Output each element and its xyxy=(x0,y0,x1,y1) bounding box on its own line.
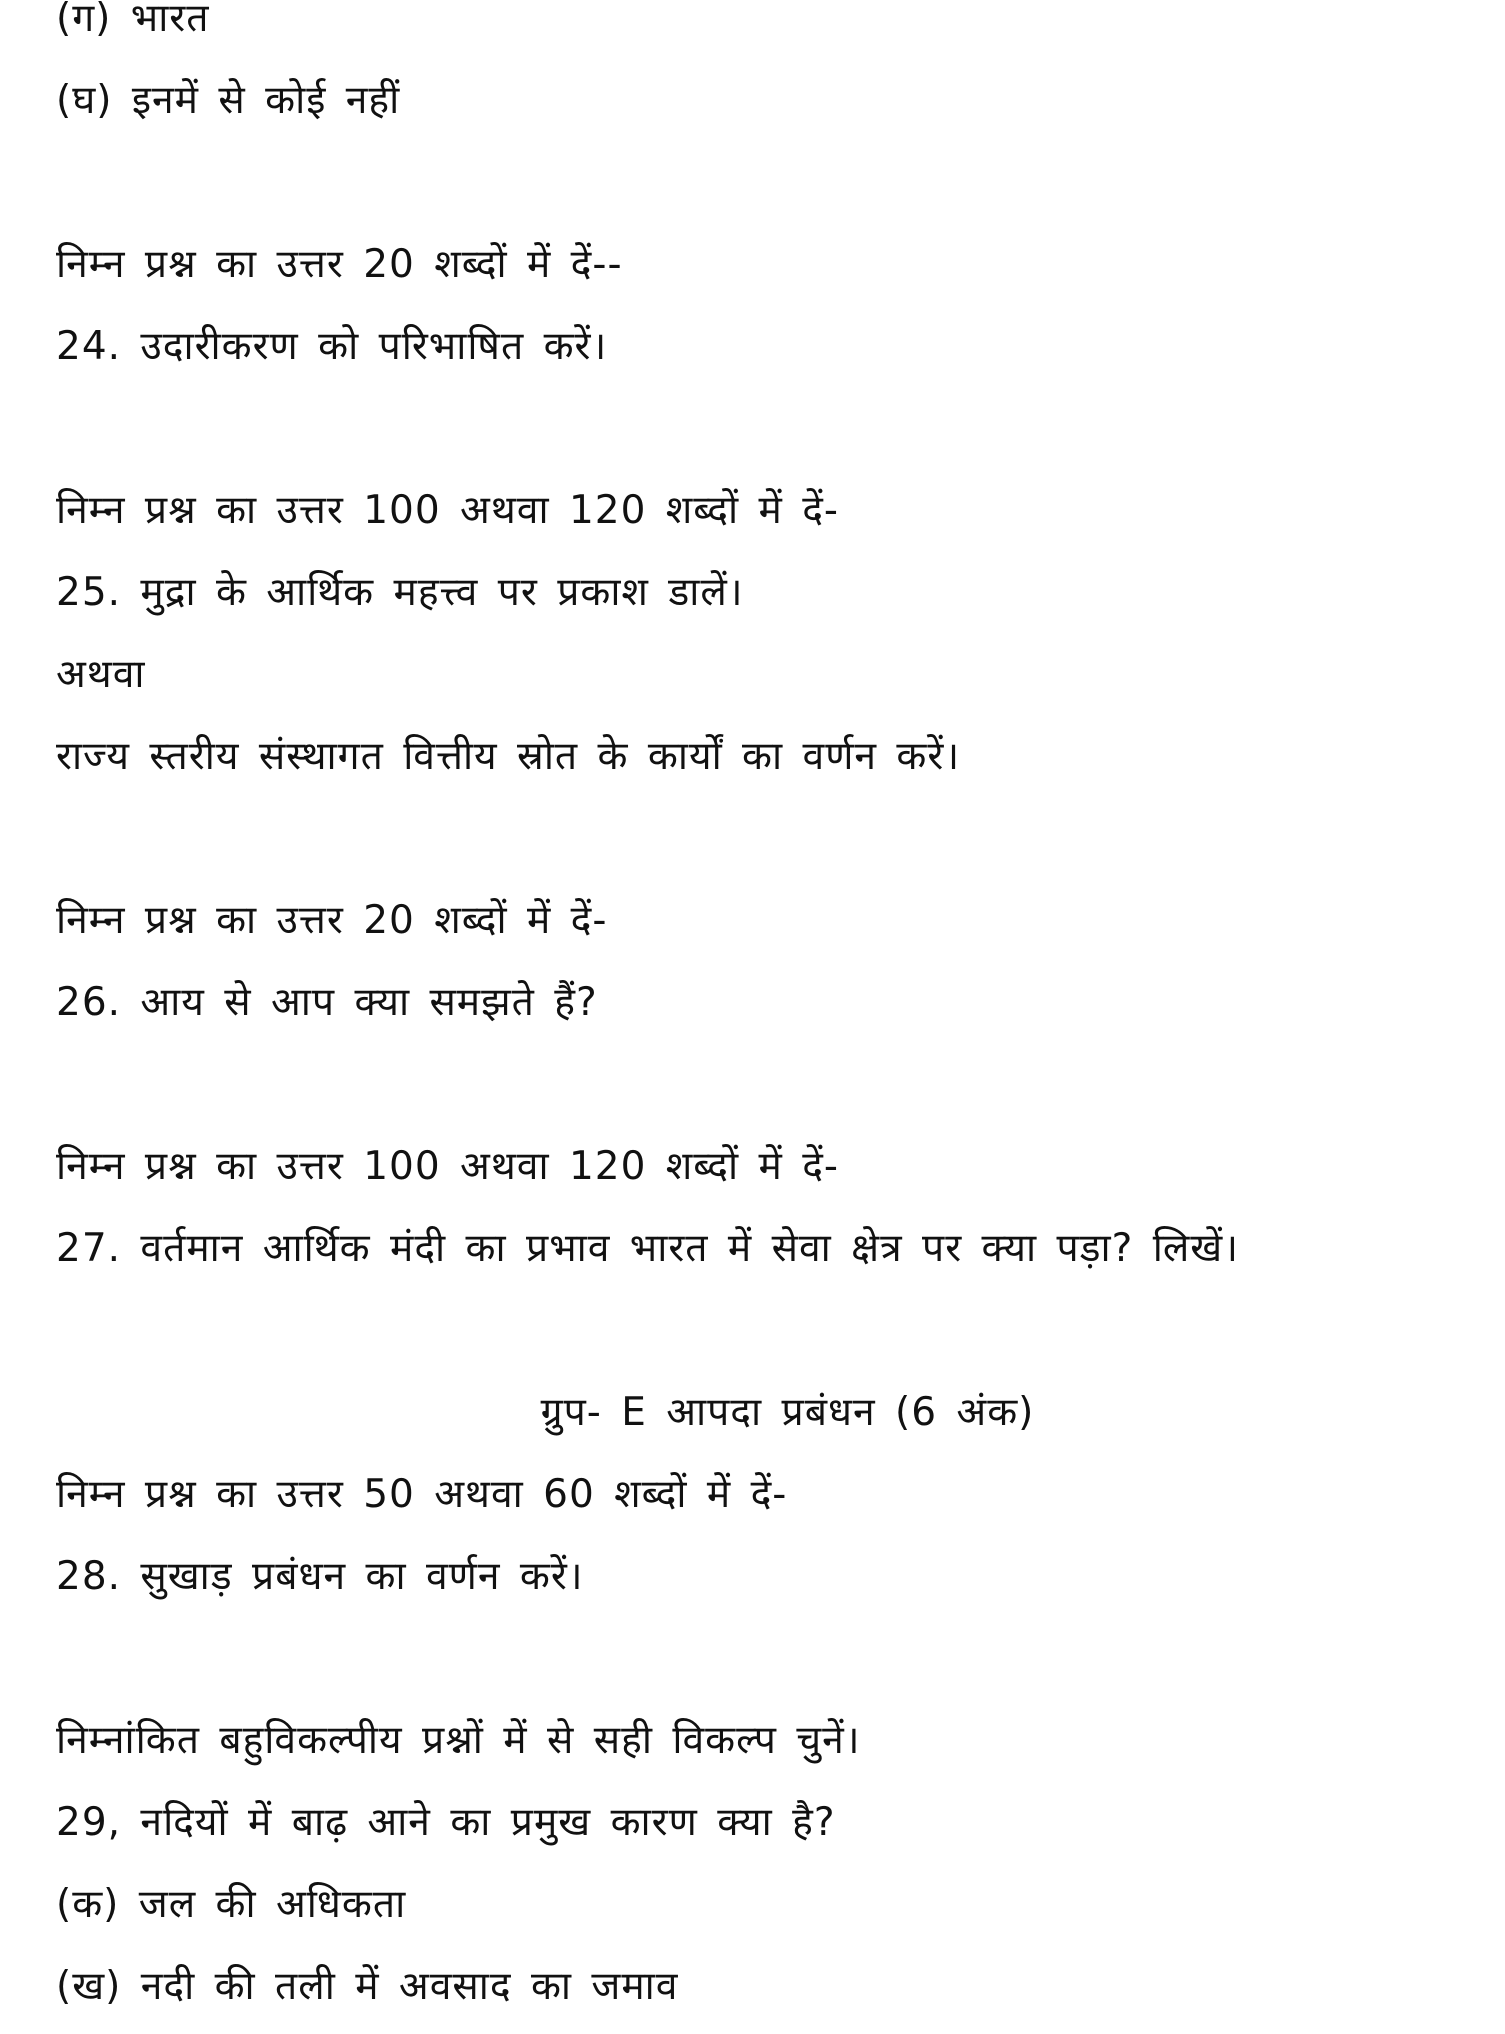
instruction-q24: निम्न प्रश्न का उत्तर 20 शब्दों में दें-- xyxy=(56,242,623,287)
option-gha: (घ) इनमें से कोई नहीं xyxy=(56,78,401,123)
question-24: 24. उदारीकरण को परिभाषित करें। xyxy=(56,324,608,369)
instruction-q28: निम्न प्रश्न का उत्तर 50 अथवा 60 शब्दों में दें- xyxy=(56,1472,788,1517)
option-kha: (ख) नदी की तली में अवसाद का जमाव xyxy=(56,1964,679,2009)
question-28: 28. सुखाड़ प्रबंधन का वर्णन करें। xyxy=(56,1554,584,1599)
option-ga: (ग) भारत xyxy=(56,0,210,41)
option-ka: (क) जल की अधिकता xyxy=(56,1882,407,1927)
instruction-q27: निम्न प्रश्न का उत्तर 100 अथवा 120 शब्दों में दें- xyxy=(56,1144,839,1189)
question-25: 25. मुद्रा के आर्थिक महत्त्व पर प्रकाश डालें। xyxy=(56,570,744,615)
section-heading-group-e: ग्रुप- E आपदा प्रबंधन (6 अंक) xyxy=(540,1390,1035,1435)
or-label: अथवा xyxy=(56,652,146,697)
question-27: 27. वर्तमान आर्थिक मंदी का प्रभाव भारत में सेवा क्षेत्र पर क्या पड़ा? लिखें। xyxy=(56,1226,1239,1271)
instruction-q26: निम्न प्रश्न का उत्तर 20 शब्दों में दें- xyxy=(56,898,608,943)
question-25-alt: राज्य स्तरीय संस्थागत वित्तीय स्रोत के कार्यों का वर्णन करें। xyxy=(56,734,961,779)
question-26: 26. आय से आप क्या समझते हैं? xyxy=(56,980,598,1025)
question-29: 29, नदियों में बाढ़ आने का प्रमुख कारण क्या है? xyxy=(56,1800,836,1845)
instruction-q25: निम्न प्रश्न का उत्तर 100 अथवा 120 शब्दों में दें- xyxy=(56,488,839,533)
instruction-mcq: निम्नांकित बहुविकल्पीय प्रश्नों में से सही विकल्प चुनें। xyxy=(56,1718,861,1763)
